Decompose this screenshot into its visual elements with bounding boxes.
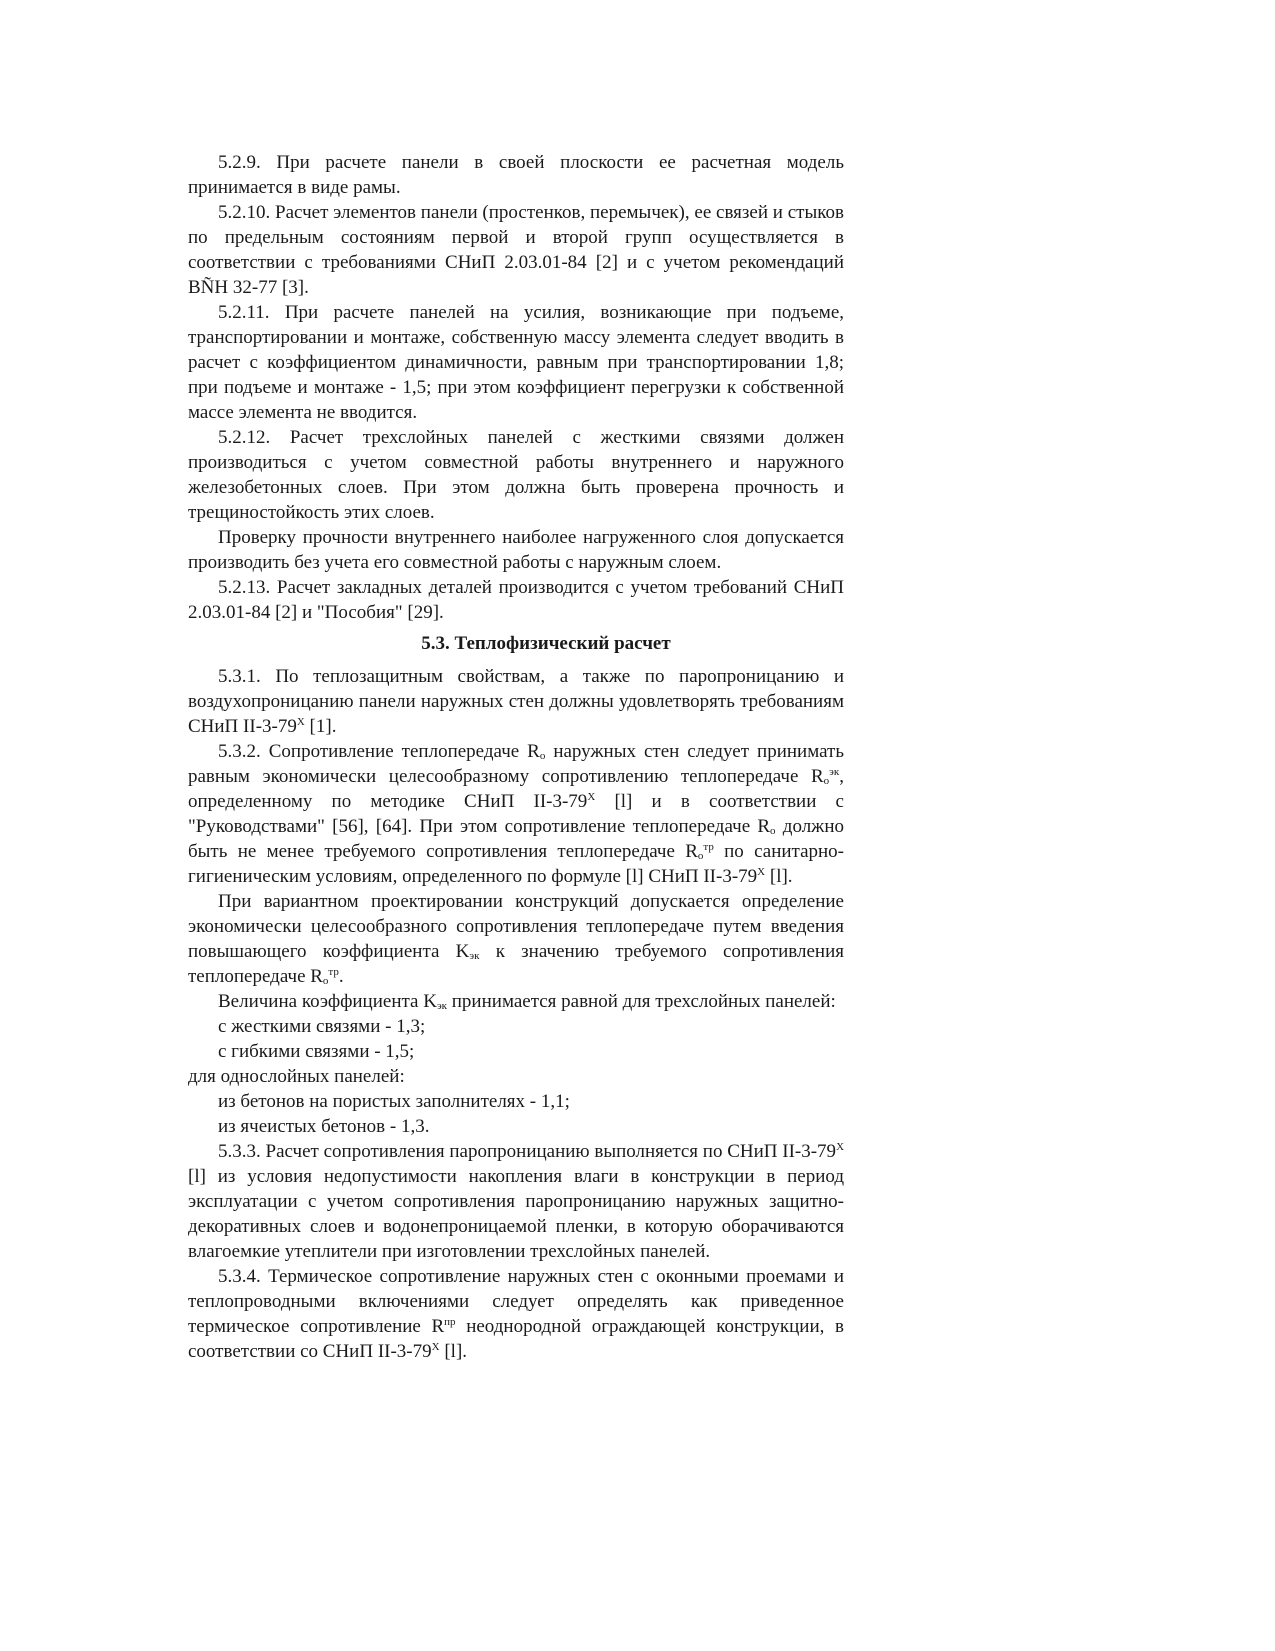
list-item-cellular: из ячеистых бетонов - 1,3. — [218, 1116, 430, 1137]
text: наружных стен следует принимать равным экономически целесообразному сопротивлению теплопередаче R — [188, 741, 844, 787]
paragraph-5-3-2-variant — [188, 889, 844, 989]
superscript: Х — [587, 791, 596, 803]
paragraph-5-3-3 — [188, 1139, 844, 1264]
paragraph-5-3-4 — [188, 1264, 844, 1364]
text: должно быть не менее требуемого сопротивления теплопередаче R — [188, 816, 844, 862]
paragraph-5-3-2-coefficient — [188, 989, 844, 1014]
text: по санитарно-гигиеническим условиям, определенного по формуле [l] СНиП II-3-79 — [188, 841, 844, 887]
text: [l]. — [439, 1341, 468, 1362]
subscript: o — [697, 850, 704, 862]
text: . — [338, 966, 344, 987]
subscript: o — [322, 975, 329, 987]
section-heading: 5.3. Теплофизический расчет — [421, 633, 671, 654]
paragraph-5-2-12: 5.2.12. Расчет трехслойных панелей с жесткими связями должен производиться с учетом совместной работы внутреннего и наружного железобетонных слоев. При этом должна быть проверена прочность и трещиностойкость этих слоев. — [188, 427, 844, 523]
superscript: Х — [296, 716, 305, 728]
text: 5.3.4. Термическое сопротивление наружных стен с оконными проемами и теплопроводными включениями следует определять как приведенное термическое сопротивление R — [188, 1266, 844, 1337]
paragraph-5-3-1 — [188, 664, 844, 739]
text: [1]. — [304, 716, 337, 737]
text: [l] из условия недопустимости накопления влаги в конструкции в период эксплуатации с учетом сопротивления паропроницанию наружных защитно-декоративных слоев и водонепроницаемой пленки, в которую оборачиваются влагоемкие утеплители при изготовлении трехслойных панелей. — [188, 1166, 844, 1262]
superscript: Х — [431, 1341, 440, 1353]
text: Величина коэффициента K — [218, 991, 437, 1012]
paragraph-5-2-12-check: Проверку прочности внутреннего наиболее нагруженного слоя допускается производить без учета его совместной работы с наружным слоем. — [188, 527, 844, 573]
superscript: Х — [757, 866, 766, 878]
text: принимается равной для трехслойных панелей: — [447, 991, 836, 1012]
subscript: o — [539, 750, 546, 762]
text: [l] и в соответствии с "Руководствами" [56], [64]. При этом сопротивление теплопередаче R — [188, 791, 844, 837]
list-heading-single-layer: для однослойных панелей: — [188, 1066, 405, 1087]
text: к значению требуемого сопротивления теплопередаче R — [188, 941, 844, 987]
subscript: o — [770, 825, 776, 837]
superscript: Х — [836, 1141, 845, 1153]
superscript: тр — [328, 966, 339, 978]
list-item-rigid: с жесткими связями - 1,3; — [218, 1016, 426, 1037]
paragraph-5-2-11: 5.2.11. При расчете панелей на усилия, возникающие при подъеме, транспортировании и монтаже, собственную массу элемента следует вводить в расчет с коэффициентом динамичности, равным при транспортировании 1,8; при подъеме и монтаже - 1,5; при этом коэффициент перегрузки к собственной массе элемента не вводится. — [188, 302, 844, 423]
text: При вариантном проектировании конструкций допускается определение экономически целесообразного сопротивления теплопередаче путем введения повышающего коэффициента K — [188, 891, 844, 962]
paragraph-5-2-9: 5.2.9. При расчете панели в своей плоскости ее расчетная модель принимается в виде рамы. — [188, 152, 844, 198]
text: неоднородной ограждающей конструкции, в соответствии со СНиП II-3-79 — [188, 1316, 844, 1362]
superscript: эк — [829, 766, 840, 778]
text: , определенному по методике СНиП II-3-79 — [188, 766, 844, 812]
list-item-flexible: с гибкими связями - 1,5; — [218, 1041, 415, 1062]
subscript: эк — [469, 950, 480, 962]
paragraph-5-3-2 — [188, 739, 844, 889]
superscript: тр — [703, 841, 714, 853]
text: [l]. — [765, 866, 793, 887]
text: 5.3.1. По теплозащитным свойствам, а также по паропроницанию и воздухопроницанию панели наружных стен должны удовлетворять требованиям СНиП II-3-79 — [188, 666, 844, 737]
subscript: o — [823, 775, 830, 787]
text: 5.3.2. Сопротивление теплопередаче R — [218, 741, 540, 762]
paragraph-5-2-13: 5.2.13. Расчет закладных деталей производится с учетом требований СНиП 2.03.01-84 [2] и "Пособия" [29]. — [188, 577, 844, 623]
text: 5.3.3. Расчет сопротивления паропроницанию выполняется по СНиП II-3-79 — [218, 1141, 837, 1162]
paragraph-5-2-10: 5.2.10. Расчет элементов панели (простенков, перемычек), ее связей и стыков по предельным состояниям первой и второй групп осуществляется в соответствии с требованиями СНиП 2.03.01-84 [2] и с учетом рекомендаций ВÑН 32-77 [3]. — [188, 202, 844, 298]
superscript: пр — [444, 1316, 456, 1328]
list-item-porous: из бетонов на пористых заполнителях - 1,1; — [218, 1091, 570, 1112]
document-page — [188, 150, 844, 1364]
subscript: эк — [436, 1000, 448, 1012]
